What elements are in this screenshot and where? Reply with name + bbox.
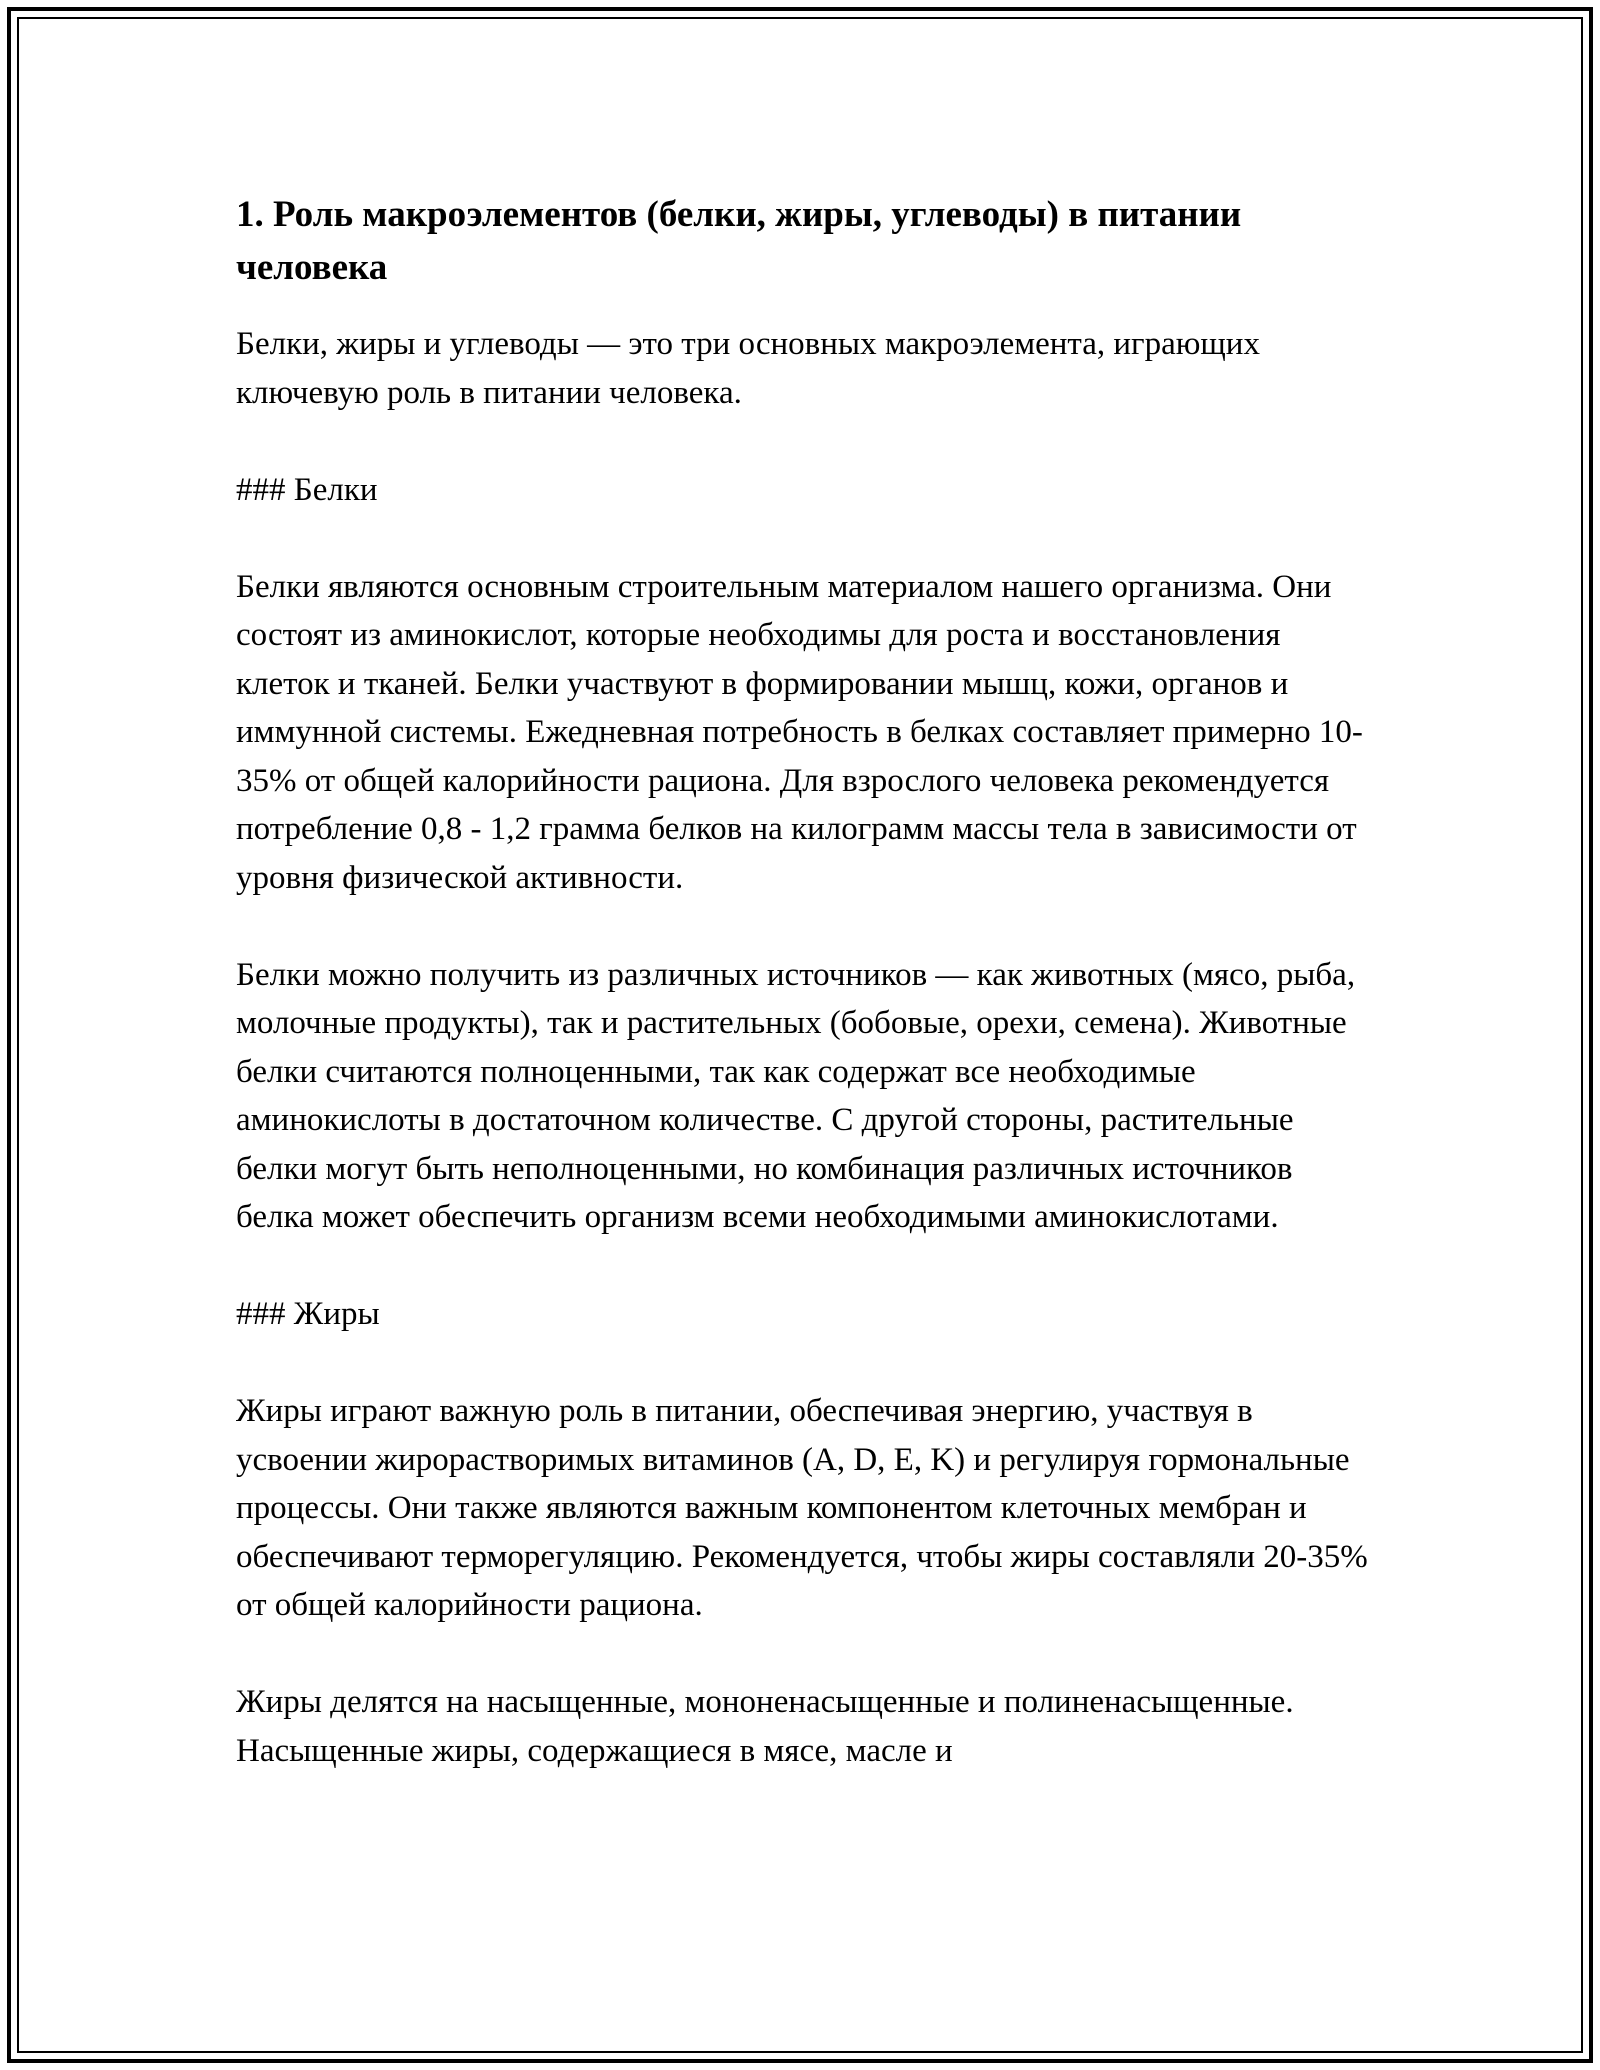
proteins-paragraph-2: Белки можно получить из различных источников — как животных (мясо, рыба, молочные продукты), так и растительных (бобовые, орехи, семена). Животные белки считаются полноценными, так как содержат все необходимые аминокислоты в достаточном количестве. С другой стороны, растительные белки могут быть неполноценными, но комбинация различных источников белка может обеспечить организм всеми необходимыми аминокислотами. [236,956,1356,1235]
fats-heading: ### Жиры [236,1296,380,1332]
document-body [236,188,1376,1824]
proteins-heading: ### Белки [236,471,378,508]
fats-paragraph-1: Жиры играют важную роль в питании, обеспечивая энергию, участвуя в усвоении жирорастворимых витаминов (A, D, E, K) и регулируя гормональные процессы. Они также являются важным компонентом клеточных мембран и обеспечивают терморегуляцию. Рекомендуется, чтобы жиры составляли 20-35% от общей калорийности рациона. [236,1393,1368,1623]
proteins-paragraph-1: Белки являются основным строительным материалом нашего организма. Они состоят из аминокислот, которые необходимы для роста и восстановления клеток и тканей. Белки участвуют в формировании мышц, кожи, органов и иммунной системы. Ежедневная потребность в белках составляет примерно 10-35% от общей калорийности рациона. Для взрослого человека рекомендуется потребление 0,8 - 1,2 грамма белков на килограмм массы тела в зависимости от уровня физической активности. [236,568,1363,896]
intro-paragraph: Белки, жиры и углеводы — это три основных макроэлемента, играющих ключевую роль в питании человека. [236,326,1260,411]
fats-paragraph-2: Жиры делятся на насыщенные, мононенасыщенные и полиненасыщенные. Насыщенные жиры, содержащиеся в мясе, масле и [236,1684,1294,1769]
document-title: 1. Роль макроэлементов (белки, жиры, углеводы) в питании человека [236,194,1242,288]
